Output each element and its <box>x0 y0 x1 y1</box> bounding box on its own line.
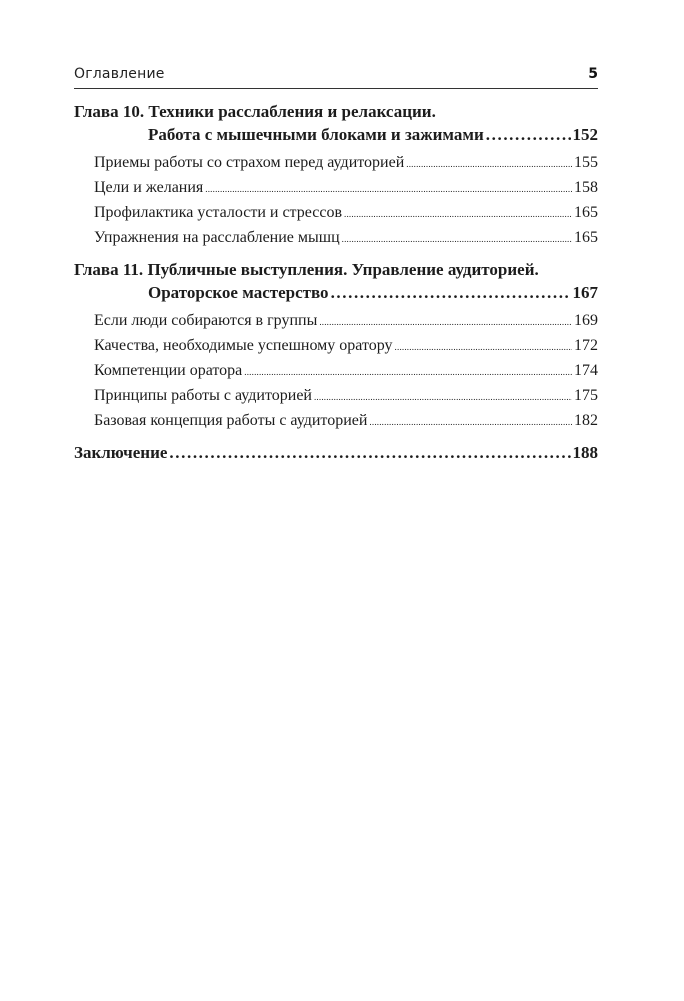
section-page: 169 <box>574 312 598 329</box>
chapter-title-line1: Публичные выступления. Управление аудиторией. <box>147 260 539 279</box>
dot-leader <box>486 123 571 146</box>
section-page: 174 <box>574 362 598 379</box>
toc-chapter-11 <box>74 258 598 304</box>
dot-leader <box>319 309 572 334</box>
toc-section <box>94 176 598 201</box>
dot-leader <box>244 359 572 384</box>
toc-section <box>94 409 598 434</box>
toc-conclusion <box>74 441 598 464</box>
section-title: Цели и желания <box>94 179 204 196</box>
section-title: Компетенции оратора <box>94 362 243 379</box>
chapter-page: 152 <box>572 125 598 144</box>
toc-section <box>94 384 598 409</box>
running-header-title: Оглавление <box>74 66 165 82</box>
toc-chapter-10 <box>74 100 598 146</box>
toc-section <box>94 359 598 384</box>
section-title: Приемы работы со страхом перед аудиторией <box>94 154 405 171</box>
section-title: Базовая концепция работы с аудиторией <box>94 412 368 429</box>
section-title: Качества, необходимые успешному оратору <box>94 337 393 354</box>
chapter-label: Глава 10. <box>74 102 145 121</box>
section-page: 172 <box>574 337 598 354</box>
section-page: 175 <box>574 387 598 404</box>
section-page: 182 <box>574 412 598 429</box>
dot-leader <box>205 176 572 201</box>
conclusion-entry <box>74 441 598 464</box>
chapter-title-entry <box>74 123 598 146</box>
toc-section <box>94 226 598 251</box>
chapter-title-line2: Ораторское мастерство <box>148 283 329 302</box>
chapter-title-line2: Работа с мышечными блоками и зажимами <box>148 125 484 144</box>
dot-leader <box>169 441 570 464</box>
dot-leader <box>342 226 572 251</box>
toc-section <box>94 151 598 176</box>
section-page: 165 <box>574 204 598 221</box>
header-rule <box>74 88 598 89</box>
section-list <box>74 151 598 251</box>
toc-section <box>94 309 598 334</box>
running-header <box>74 66 598 86</box>
table-of-contents <box>74 100 598 464</box>
dot-leader <box>314 384 572 409</box>
toc-section <box>94 201 598 226</box>
section-page: 165 <box>574 229 598 246</box>
conclusion-title: Заключение <box>74 443 168 462</box>
section-title: Упражнения на расслабление мышц <box>94 229 340 246</box>
page-number: 5 <box>588 66 598 82</box>
dot-leader <box>344 201 572 226</box>
chapter-label: Глава 11. <box>74 260 144 279</box>
chapter-title-entry <box>74 281 598 304</box>
dot-leader <box>395 334 572 359</box>
chapter-heading-line <box>74 258 598 281</box>
dot-leader <box>331 281 571 304</box>
dot-leader <box>369 409 572 434</box>
chapter-title-line1: Техники расслабления и релаксации. <box>148 102 436 121</box>
section-page: 158 <box>574 179 598 196</box>
section-title: Если люди собираются в группы <box>94 312 318 329</box>
dot-leader <box>406 151 572 176</box>
section-title: Принципы работы с аудиторией <box>94 387 312 404</box>
chapter-page: 167 <box>572 283 598 302</box>
section-list <box>74 309 598 434</box>
toc-section <box>94 334 598 359</box>
section-title: Профилактика усталости и стрессов <box>94 204 342 221</box>
conclusion-page: 188 <box>572 443 598 462</box>
section-page: 155 <box>574 154 598 171</box>
chapter-heading-line <box>74 100 598 123</box>
